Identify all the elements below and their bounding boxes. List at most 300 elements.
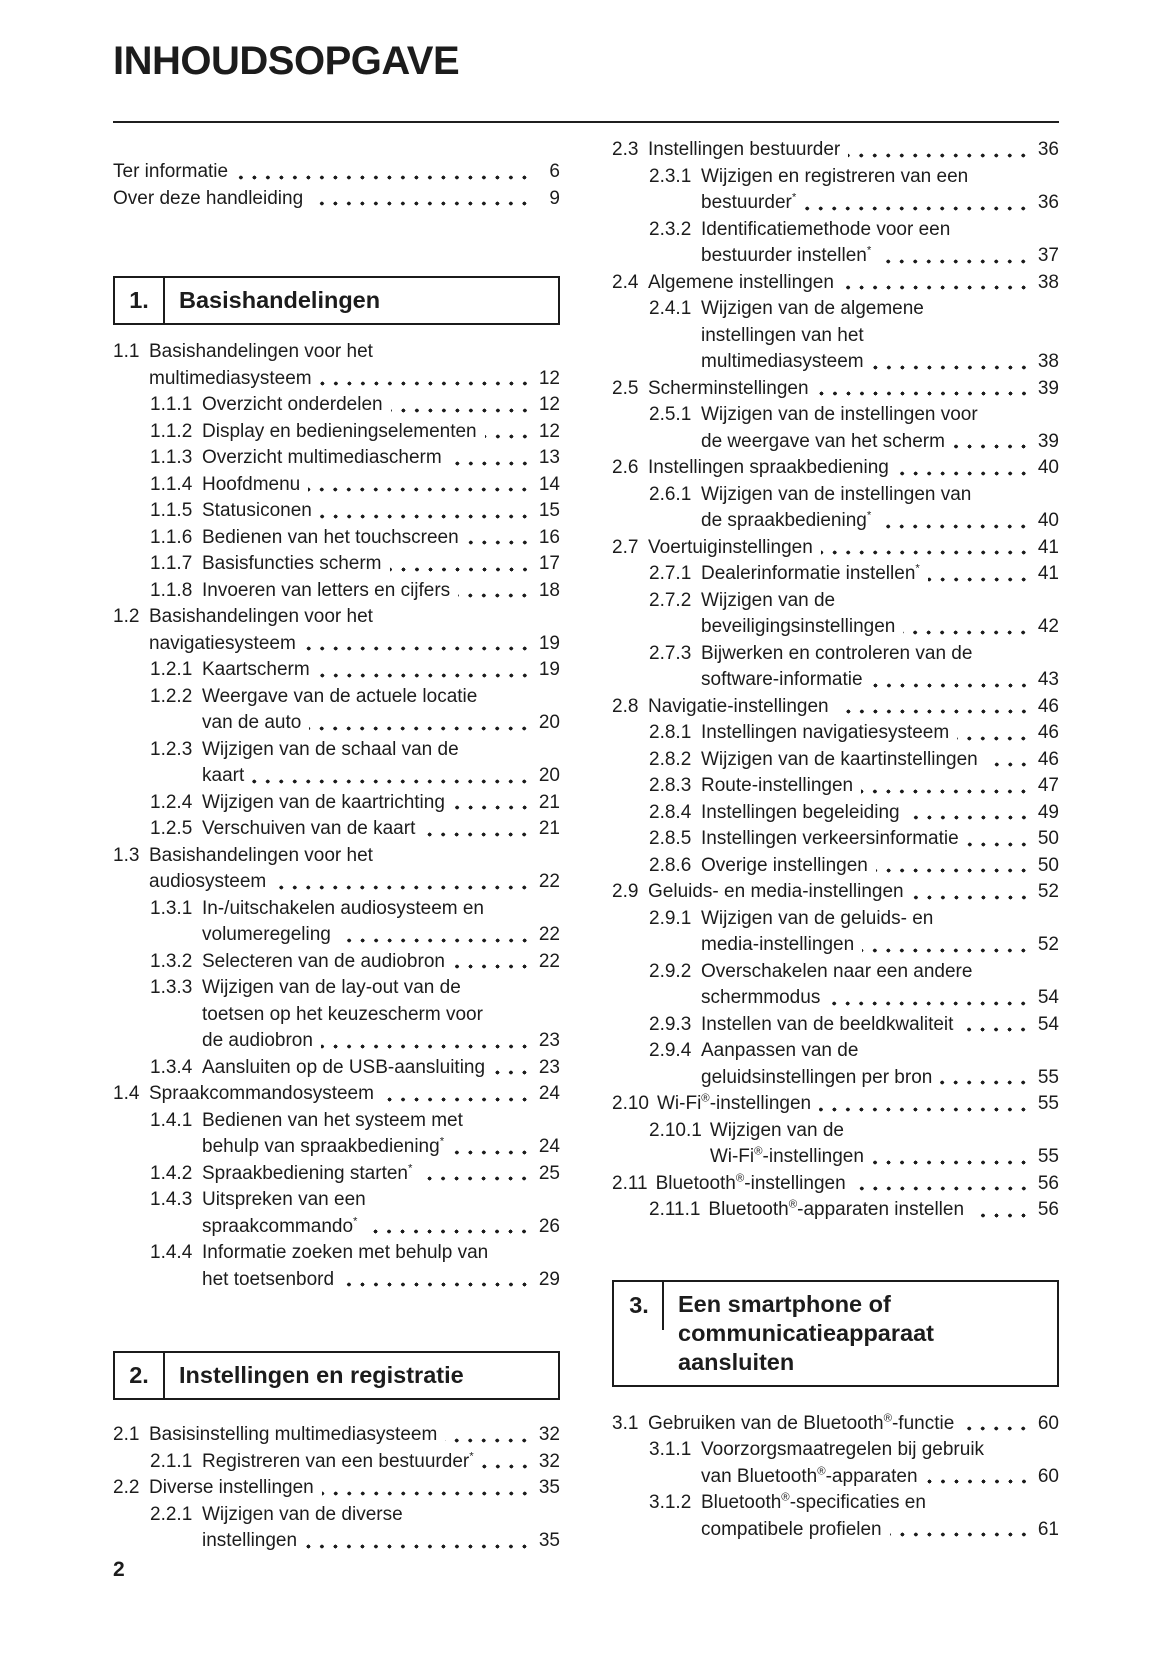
entry-title: Voertuiginstellingen — [648, 536, 813, 558]
toc-entry — [612, 1091, 1059, 1118]
entry-title: Registreren van een bestuurder* — [202, 1450, 474, 1472]
entry-body — [701, 296, 1059, 376]
entry-title-line: Identificatiemethode voor een — [701, 218, 951, 240]
entry-body — [701, 747, 1059, 774]
dot-leader — [842, 285, 1030, 290]
entry-last-line — [701, 1517, 1059, 1544]
dot-leader — [848, 153, 1030, 158]
entry-last-line — [149, 1475, 560, 1502]
entry-title: Spraakcommandosysteem — [149, 1083, 374, 1104]
entry-page-number: 23 — [538, 1030, 560, 1051]
entry-body — [202, 472, 560, 499]
entry-body — [708, 1197, 1059, 1224]
entry-body — [202, 392, 560, 419]
entry-number: 2.9.3 — [649, 1013, 692, 1035]
toc-entry — [113, 578, 560, 605]
entry-body — [202, 551, 560, 578]
entry-body — [202, 1240, 560, 1293]
toc-entry — [113, 1240, 560, 1293]
entry-title: de audiobron — [202, 1030, 313, 1051]
entry-number: 2.8.4 — [649, 801, 692, 823]
entry-body — [701, 1437, 1059, 1490]
entry-title: Basisfuncties scherm — [202, 553, 382, 574]
entry-number: 2.8.5 — [649, 828, 692, 849]
entry-body — [701, 800, 1059, 827]
dot-leader — [967, 842, 1030, 847]
entry-body — [648, 879, 1059, 906]
entry-body — [701, 164, 1059, 217]
entry-title: van Bluetooth®-apparaten — [701, 1465, 918, 1487]
entry-title-line: Weergave van de actuele locatie — [202, 685, 478, 707]
entry-title-line: Informatie zoeken met behulp van — [202, 1242, 489, 1263]
dot-leader — [420, 1176, 531, 1181]
entry-body — [701, 826, 1059, 853]
entry-page-number: 22 — [538, 950, 560, 972]
entry-number: 1.1.8 — [150, 579, 193, 601]
entry-body — [701, 641, 1059, 694]
entry-page-number: 41 — [1037, 536, 1059, 558]
dot-leader — [862, 948, 1030, 953]
dot-leader — [423, 832, 531, 837]
dot-leader — [986, 762, 1030, 767]
entry-last-line — [701, 190, 1059, 217]
entry-title: Bedienen van het touchscreen — [202, 526, 459, 548]
entry-title: Instellingen bestuurder — [648, 139, 841, 160]
entry-title: Spraakbediening starten* — [202, 1162, 413, 1184]
toc-entry — [113, 159, 560, 186]
entry-number: 2.7.3 — [649, 642, 692, 664]
entry-title: schermmodus — [701, 987, 821, 1008]
entry-body — [648, 535, 1059, 562]
entry-title-line: Uitspreken van een — [202, 1189, 366, 1210]
dot-leader — [962, 1426, 1030, 1431]
entry-last-line — [202, 816, 560, 843]
entry-title-line: instellingen van het — [701, 324, 864, 346]
entry-number: 1.1.6 — [150, 526, 193, 548]
entry-title: Overzicht multimediascherm — [202, 447, 442, 468]
entry-body — [701, 482, 1059, 535]
entry-page-number: 38 — [1037, 351, 1059, 372]
entry-body — [701, 853, 1059, 880]
entry-page-number: 20 — [538, 765, 560, 786]
chapter-heading — [113, 1351, 560, 1400]
dot-leader — [311, 201, 531, 206]
entry-last-line — [701, 932, 1059, 959]
entry-last-line — [149, 366, 560, 393]
page-footer-number: 2 — [113, 1558, 125, 1581]
toc-entry — [612, 1118, 1059, 1171]
entry-body — [113, 159, 560, 186]
entry-number: 2.7.2 — [649, 589, 692, 611]
dot-leader — [382, 1097, 531, 1102]
dot-leader — [391, 408, 531, 413]
entry-number: 1.1.7 — [150, 553, 193, 574]
toc-entry — [113, 816, 560, 843]
dot-leader — [879, 259, 1030, 264]
dot-leader — [445, 1438, 531, 1443]
dot-leader — [390, 567, 531, 572]
toc-entry — [612, 270, 1059, 297]
entry-number: 2.11.1 — [649, 1199, 701, 1220]
entry-body — [202, 790, 560, 817]
entry-title: Overige instellingen — [701, 854, 868, 876]
entry-page-number: 6 — [549, 161, 560, 182]
entry-page-number: 47 — [1037, 775, 1059, 796]
entry-title-line: Aanpassen van de — [701, 1040, 859, 1061]
entry-title: Route-instellingen — [701, 775, 854, 796]
toc-entry — [612, 455, 1059, 482]
entry-title: media-instellingen — [701, 934, 855, 955]
entry-last-line — [202, 498, 560, 525]
entry-number: 1.2.3 — [150, 738, 193, 760]
entry-number: 2.11 — [612, 1172, 648, 1194]
chapter-heading — [113, 276, 560, 325]
entry-page-number: 9 — [549, 187, 560, 209]
dot-leader — [961, 1027, 1030, 1032]
toc-entry — [113, 1422, 560, 1449]
toc-entry — [612, 800, 1059, 827]
entry-number: 2.4 — [612, 271, 639, 293]
dot-leader — [871, 683, 1030, 688]
dot-leader — [321, 1044, 531, 1049]
entry-page-number: 41 — [1037, 563, 1059, 584]
toc-entry — [113, 949, 560, 976]
entry-body — [149, 1475, 560, 1502]
dot-leader — [308, 487, 531, 492]
dot-leader — [305, 1544, 531, 1549]
entry-title-line: Wijzigen van de schaal van de — [202, 738, 459, 760]
toc-entry — [113, 657, 560, 684]
toc-entry — [612, 137, 1059, 164]
entry-title: de spraakbediening* — [701, 509, 872, 531]
entry-number: 2.7.1 — [649, 563, 692, 584]
entry-page-number: 42 — [1037, 616, 1059, 637]
entry-number: 2.2.1 — [150, 1503, 193, 1525]
entry-last-line — [202, 790, 560, 817]
toc-entry — [612, 1171, 1059, 1198]
dot-leader — [903, 630, 1030, 635]
toc-entry — [612, 164, 1059, 217]
entry-number: 2.10.1 — [649, 1119, 702, 1141]
entry-body — [149, 1422, 560, 1449]
toc-entry — [612, 1012, 1059, 1039]
entry-body — [202, 684, 560, 737]
chapter-number: 2. — [115, 1353, 165, 1398]
toc-entry — [612, 1038, 1059, 1091]
entry-page-number: 61 — [1037, 1518, 1059, 1540]
dot-leader — [940, 1080, 1030, 1085]
entry-title: software-informatie — [701, 669, 863, 690]
entry-title: Ter informatie — [113, 161, 229, 182]
entry-number: 1.2 — [113, 606, 140, 627]
dot-leader — [821, 550, 1030, 555]
entry-page-number: 19 — [538, 659, 560, 680]
entry-title: Geluids- en media-instellingen — [648, 881, 904, 902]
entry-last-line — [708, 1197, 1059, 1224]
dot-leader — [342, 1282, 531, 1287]
dot-leader — [854, 1186, 1030, 1191]
entry-title-line: Voorzorgsmaatregelen bij gebruik — [701, 1439, 985, 1460]
entry-last-line — [202, 763, 560, 790]
dot-leader — [453, 805, 531, 810]
dot-leader — [876, 868, 1030, 873]
entry-page-number: 40 — [1037, 457, 1059, 478]
entry-last-line — [701, 561, 1059, 588]
dot-leader — [339, 938, 531, 943]
entry-body — [701, 1490, 1059, 1543]
entry-title: Wijzigen van de kaartrichting — [202, 791, 445, 813]
entry-last-line — [202, 578, 560, 605]
entry-body — [701, 402, 1059, 455]
entry-number: 1.4.4 — [150, 1242, 193, 1263]
entry-number: 2.7 — [612, 536, 639, 558]
dot-leader — [458, 593, 531, 598]
dot-leader — [872, 365, 1030, 370]
entry-page-number: 56 — [1037, 1199, 1059, 1220]
toc-entry — [113, 790, 560, 817]
entry-title: Dealerinformatie instellen* — [701, 562, 920, 584]
entry-body — [701, 959, 1059, 1012]
entry-number: 2.9.4 — [649, 1040, 692, 1061]
entry-page-number: 32 — [538, 1450, 560, 1472]
toc-entry — [612, 1411, 1059, 1438]
entry-title: Wi-Fi®-instellingen — [656, 1092, 812, 1114]
toc-entry — [113, 975, 560, 1055]
entry-last-line — [202, 949, 560, 976]
entry-last-line — [710, 1144, 1059, 1171]
dot-leader — [817, 391, 1030, 396]
entry-last-line — [648, 376, 1059, 403]
entry-page-number: 39 — [1037, 377, 1059, 399]
entry-number: 2.10 — [612, 1093, 649, 1114]
entry-last-line — [648, 270, 1059, 297]
entry-page-number: 50 — [1037, 854, 1059, 876]
toc-entry — [612, 720, 1059, 747]
toc-entry — [113, 186, 560, 213]
entry-number: 2.8.1 — [649, 722, 692, 743]
chapter-title: Een smartphone of communicatieapparaat aansluiten — [678, 1290, 934, 1375]
entry-last-line — [648, 1411, 1059, 1438]
entry-last-line — [202, 1134, 560, 1161]
entry-title-line: Wijzigen van de diverse — [202, 1503, 403, 1525]
toc-entry — [612, 853, 1059, 880]
entry-last-line — [701, 1012, 1059, 1039]
toc-entry — [612, 1197, 1059, 1224]
entry-body — [701, 906, 1059, 959]
entry-last-line — [701, 720, 1059, 747]
entry-last-line — [701, 349, 1059, 376]
entry-number: 1.4.1 — [150, 1109, 193, 1131]
entry-page-number: 46 — [1037, 722, 1059, 743]
entry-page-number: 24 — [538, 1083, 560, 1104]
entry-number: 2.5 — [612, 377, 639, 399]
entry-last-line — [648, 879, 1059, 906]
entry-last-line — [701, 243, 1059, 270]
entry-page-number: 39 — [1037, 430, 1059, 452]
entry-body — [202, 419, 560, 446]
entry-number: 2.8.3 — [649, 775, 692, 796]
entry-title: Bluetooth®-apparaten instellen — [708, 1198, 965, 1220]
dot-leader — [236, 175, 531, 180]
entry-page-number: 21 — [538, 791, 560, 813]
entry-body — [701, 588, 1059, 641]
toc-entry — [612, 879, 1059, 906]
toc-entry — [113, 1108, 560, 1161]
entry-page-number: 14 — [538, 473, 560, 495]
entry-page-number: 36 — [1037, 139, 1059, 160]
entry-title: Hoofdmenu — [202, 473, 301, 495]
entry-page-number: 54 — [1037, 987, 1059, 1008]
dot-leader — [318, 673, 531, 678]
entry-last-line — [202, 922, 560, 949]
entry-last-line — [701, 429, 1059, 456]
entry-title-line: Overschakelen naar een andere — [701, 960, 973, 982]
dot-leader — [957, 736, 1030, 741]
entry-title: audiosysteem — [149, 871, 267, 892]
entry-last-line — [701, 508, 1059, 535]
entry-number: 2.1 — [113, 1424, 140, 1445]
entry-last-line — [202, 1528, 560, 1555]
toc-entry — [113, 472, 560, 499]
toc-entry — [113, 684, 560, 737]
entry-body — [648, 270, 1059, 297]
entry-number: 2.5.1 — [649, 404, 692, 425]
toc-entry — [612, 773, 1059, 800]
toc-column-left — [113, 123, 560, 1555]
entry-title: Navigatie-instellingen — [648, 695, 829, 717]
chapter-number: 1. — [115, 278, 165, 323]
entry-page-number: 12 — [538, 367, 560, 389]
entry-last-line — [113, 159, 560, 186]
entry-number: 2.3 — [612, 139, 639, 160]
entry-body — [202, 737, 560, 790]
entry-number: 1.1 — [113, 341, 140, 362]
entry-body — [657, 1091, 1059, 1118]
entry-last-line — [648, 137, 1059, 164]
entry-title-line: Bluetooth®-specificaties en — [701, 1491, 926, 1513]
entry-last-line — [202, 657, 560, 684]
dot-leader — [819, 1107, 1030, 1112]
entry-page-number: 25 — [538, 1162, 560, 1184]
toc-entry — [113, 392, 560, 419]
entry-number: 2.9.1 — [649, 907, 692, 929]
entry-title-line: Bedienen van het systeem met — [202, 1109, 463, 1131]
entry-page-number: 38 — [1037, 271, 1059, 293]
entry-title-line: Basishandelingen voor het — [149, 341, 373, 362]
entry-number: 2.8.6 — [649, 854, 692, 876]
dot-leader — [252, 779, 531, 784]
toc-entry — [612, 588, 1059, 641]
entry-last-line — [202, 445, 560, 472]
toc-entry — [113, 896, 560, 949]
entry-body — [149, 604, 560, 657]
dot-leader — [897, 471, 1030, 476]
entry-title: Kaartscherm — [202, 659, 310, 680]
dot-leader — [452, 1150, 531, 1155]
entry-title-line: Basishandelingen voor het — [149, 844, 373, 866]
entry-page-number: 22 — [538, 871, 560, 892]
entry-page-number: 21 — [538, 818, 560, 839]
dot-leader — [912, 895, 1030, 900]
entry-number: 1.2.2 — [150, 685, 193, 707]
entry-title: Algemene instellingen — [648, 271, 834, 293]
entry-body — [202, 657, 560, 684]
entry-number: 2.3.2 — [649, 218, 692, 240]
entry-body — [648, 376, 1059, 403]
entry-number: 2.9 — [612, 881, 639, 902]
entry-title: Bluetooth®-instellingen — [655, 1172, 846, 1194]
entry-number: 3.1.1 — [649, 1439, 692, 1460]
entry-title: Scherminstellingen — [648, 377, 809, 399]
entry-body — [149, 339, 560, 392]
entry-title: Verschuiven van de kaart — [202, 818, 416, 839]
entry-number: 2.6 — [612, 457, 639, 478]
entry-number: 1.1.5 — [150, 500, 193, 521]
entry-body — [648, 1411, 1059, 1438]
entry-title-line: Wijzigen van de — [701, 589, 836, 611]
toc-entry — [612, 1490, 1059, 1543]
chapter-heading — [612, 1280, 1059, 1387]
entry-last-line — [701, 1464, 1059, 1491]
entry-title-line: Wijzigen van de algemene — [701, 298, 924, 319]
entry-body — [701, 1038, 1059, 1091]
entry-last-line — [202, 419, 560, 446]
entry-title-line: In-/uitschakelen audiosysteem en — [202, 897, 484, 919]
entry-body — [648, 694, 1059, 721]
entry-number: 1.4 — [113, 1083, 140, 1104]
entry-last-line — [701, 1065, 1059, 1092]
entry-number: 2.1.1 — [150, 1450, 193, 1472]
dot-leader — [304, 646, 531, 651]
entry-page-number: 17 — [538, 553, 560, 574]
entry-title: Selecteren van de audiobron — [202, 950, 445, 972]
dot-leader — [450, 461, 531, 466]
toc-entry — [612, 376, 1059, 403]
entry-page-number: 19 — [538, 632, 560, 654]
toc-entry — [612, 906, 1059, 959]
dot-leader — [861, 789, 1030, 794]
entry-page-number: 16 — [538, 526, 560, 548]
entry-body — [701, 720, 1059, 747]
entry-body — [701, 1012, 1059, 1039]
entry-number: 2.8 — [612, 695, 639, 717]
entry-last-line — [701, 773, 1059, 800]
entry-title-line: Wijzigen van de lay-out van de — [202, 977, 461, 998]
entry-title: Invoeren van letters en cijfers — [202, 579, 451, 601]
entry-last-line — [202, 1214, 560, 1241]
entry-page-number: 54 — [1037, 1013, 1059, 1035]
toc-entry — [612, 1437, 1059, 1490]
entry-title: Instellingen begeleiding — [701, 801, 900, 823]
dot-leader — [879, 524, 1030, 529]
toc-entry — [113, 1449, 560, 1476]
dot-leader — [320, 514, 531, 519]
entry-last-line — [701, 826, 1059, 853]
dot-leader — [953, 444, 1030, 449]
entry-page-number: 35 — [538, 1530, 560, 1551]
chapter-number: 3. — [614, 1282, 664, 1385]
toc-entry — [113, 551, 560, 578]
dot-leader — [828, 1001, 1030, 1006]
entry-body — [202, 975, 560, 1055]
entry-title: Gebruiken van de Bluetooth®-functie — [648, 1412, 955, 1434]
entry-title: bestuurder instellen* — [701, 244, 872, 266]
entry-last-line — [701, 800, 1059, 827]
entry-body — [202, 498, 560, 525]
entry-page-number: 49 — [1037, 801, 1059, 823]
entry-title: compatibele profielen — [701, 1518, 882, 1540]
entry-page-number: 23 — [538, 1056, 560, 1078]
